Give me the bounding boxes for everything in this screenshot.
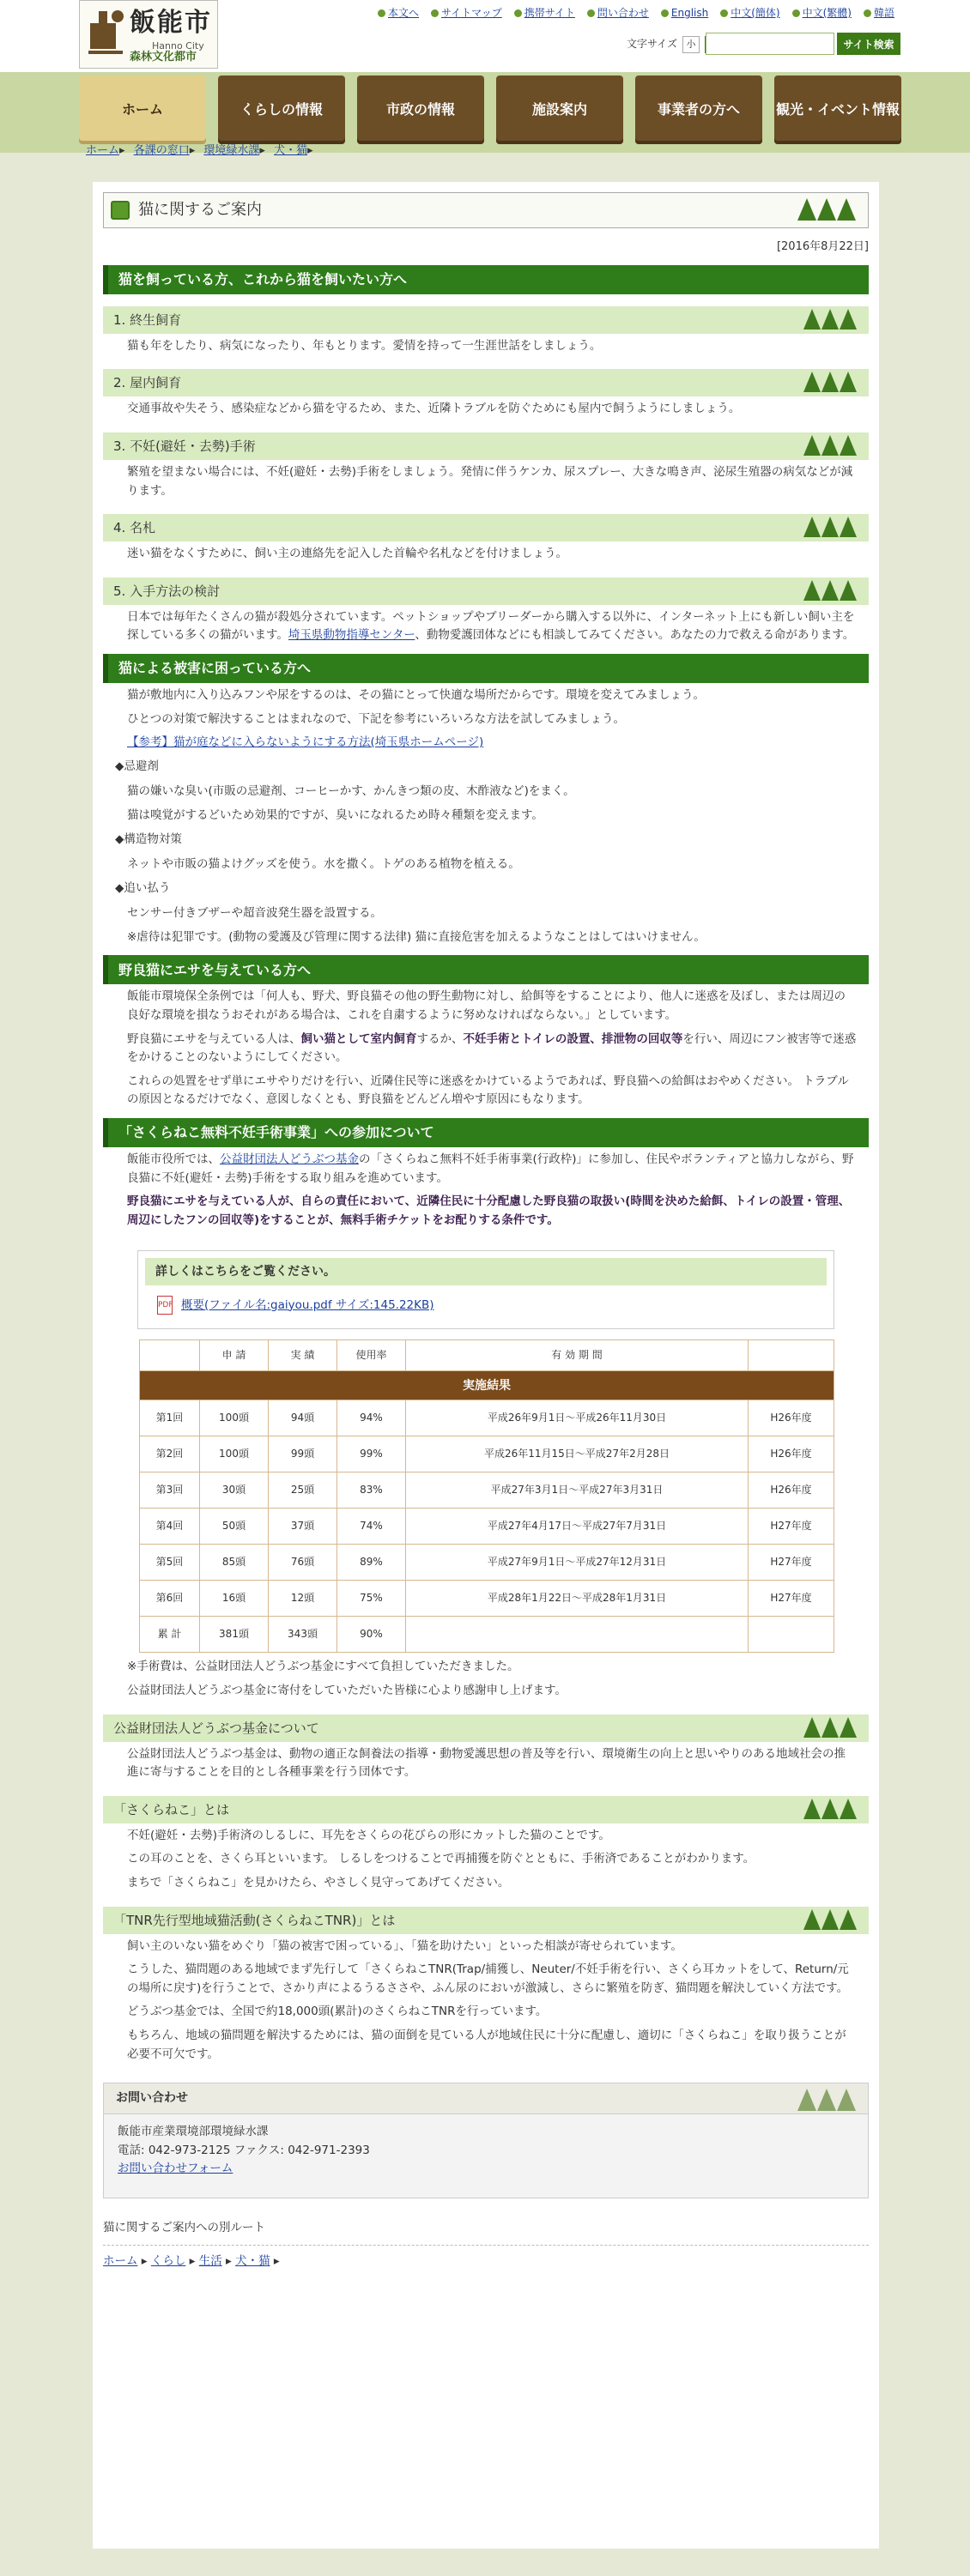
bullet-icon [720,9,728,17]
alt-route-label: 猫に関するご案内への別ルート [103,2220,265,2234]
table-cell: 第6回 [140,1581,200,1617]
table-cell: 平成26年11月15日～平成27年2月28日 [406,1436,749,1472]
global-nav [79,76,901,144]
logo-motto: 森林文化都市 [130,51,197,63]
paragraph [103,730,869,754]
table-cell [749,1617,834,1653]
chevron-right-icon: ▸ [119,144,125,157]
paragraph: ひとつの対策で解決することはまれなので、下記を参考にいろいろな方法を試してみましょう。 [127,711,625,726]
fund-link[interactable]: 公益財団法人どうぶつ基金 [220,1152,359,1167]
nav-tourism[interactable]: 観光・イベント情報 [774,76,901,144]
table-row [140,1509,834,1545]
list-heading: ◆追い払う [115,880,171,895]
table-cell: 83% [337,1472,406,1509]
table-cell: 25頭 [269,1472,337,1509]
subsection-heading: 1. 終生飼育 [103,306,869,334]
paragraph: 交通事故や失そう、感染症などから猫を守るため、また、近隣トラブルを防ぐためにも屋内で飼うようにしましょう。 [127,402,741,416]
paragraph: 公益財団法人どうぶつ基金は、動物の適正な飼養法の指導・動物愛護思想の普及等を行い、環境衛生の向上と思いやりのある地域社会の推進に寄与することを目的とし各種事業を行う団体です。 [127,1746,846,1780]
table-cell: 平成27年3月1日～平成27年3月31日 [406,1472,749,1509]
site-header [0,0,970,72]
subsection-heading: 「TNR先行型地域猫活動(さくらねこTNR)」とは [103,1907,869,1934]
table-cell: H27年度 [749,1509,834,1545]
top-link[interactable]: 問い合わせ [587,5,649,21]
paragraph: 猫の嫌いな臭い(市販の忌避剤、コーヒーかす、かんきつ類の皮、木酢液など)をまく。 [127,784,575,799]
inquiry-box [103,2083,869,2198]
paragraph: 野良猫にエサを与えている人は、飼い猫として室内飼育するか、不妊手術とトイレの設置、排泄物の回収等を行い、周辺にフン被害等で迷惑をかけることのないようにしてください。 [127,1031,857,1065]
table-cell: H26年度 [749,1436,834,1472]
chevron-right-icon: ▸ [273,2253,280,2268]
publish-date: [2016年8月22日] [776,240,869,253]
note: ※手術費は、公益財団法人どうぶつ基金にすべて負担していただきました。 [127,1660,519,1674]
paragraph: もちろん、地域の猫問題を解決するためには、猫の面倒を見ている人が地域住民に十分に配慮し、適切に「さくらねこ」を取り扱うことが必要不可欠です。 [127,2028,846,2061]
bullet-icon [864,9,871,17]
paragraph: 繁殖を望まない場合には、不妊(避妊・去勢)手術をしましょう。発情に伴うケンカ、尿スプレー、大きな鳴き声、泌尿生殖器の病気などが減ります。 [127,464,853,498]
chevron-right-icon: ▸ [189,144,196,157]
table-row [140,1400,834,1436]
subsection-heading: 「さくらねこ」とは [103,1796,869,1823]
breadcrumb-topic[interactable]: 犬・猫 [274,144,308,157]
table-cell: 76頭 [269,1545,337,1581]
table-row [140,1472,834,1509]
bullet-icon [587,9,595,17]
subsection-heading: 3. 不妊(避妊・去勢)手術 [103,432,869,460]
breadcrumb-section[interactable]: 環境緑水課 [203,144,260,157]
table-cell: 第4回 [140,1509,200,1545]
table-cell: H26年度 [749,1472,834,1509]
bullet-icon [431,9,439,17]
reference-link[interactable]: 【参考】猫が庭などに入らないようにする方法(埼玉県ホームページ) [127,735,484,750]
table-cell: 90% [337,1617,406,1653]
table-cell: 75% [337,1581,406,1617]
logo-name: 飯能市 [130,8,212,38]
alt-crumb-home[interactable]: ホーム [103,2253,138,2268]
table-cell: 平成28年1月22日～平成28年1月31日 [406,1581,749,1617]
bullet-icon [792,9,800,17]
subsection-heading: 2. 屋内飼育 [103,369,869,396]
alt-breadcrumb [103,2245,869,2271]
paragraph: 日本では毎年たくさんの猫が殺処分されています。ペットショップやブリーダーから購入する以外に、インターネット上にも新しい飼い主を探している多くの猫がいます。埼玉県動物指導センター、動物愛護団体などにも相談してみてください。あなたの力で救える命があります。 [127,609,855,643]
alt-crumb-pets[interactable]: 犬・猫 [235,2253,270,2268]
site-search-button[interactable]: サイト検索 [837,33,900,55]
table-cell: 平成26年9月1日～平成26年11月30日 [406,1400,749,1436]
detail-box [137,1250,834,1329]
bullet-icon [661,9,669,17]
pdf-link[interactable]: 概要(ファイル名:gaiyou.pdf サイズ:145.22KB) [181,1297,434,1312]
center-link[interactable]: 埼玉県動物指導センター [288,628,415,643]
paragraph: 飯能市環境保全条例では「何人も、野犬、野良猫その他の野生動物に対し、給餌等をすることにより、他人に迷惑を及ぼし、または周辺の良好な環境を損なうおそれがある場合は、これを自粛するように努めなければならない。」としています。 [127,989,846,1023]
inquiry-dept: 飯能市産業環境部環境緑水課 [118,2125,269,2139]
section-heading: 野良猫にエサを与えている方へ [103,955,869,984]
table-row [140,1436,834,1472]
table-row [140,1617,834,1653]
page-title: 猫に関するご案内 [138,200,262,219]
page-title-box [103,192,869,228]
font-small-button[interactable]: 小 [682,36,700,53]
subsection-heading: 公益財団法人どうぶつ基金について [103,1714,869,1742]
tree-deco-icon [803,580,857,601]
table-cell: 85頭 [200,1545,269,1581]
paragraph: これらの処置をせず単にエサやりだけを行い、近隣住民等に迷惑をかけているようであれば、野良猫への給餌はおやめください。 トラブルの原因となるだけでなく、意図しなくとも、野良猫をどんどん増やす原因にもなります。 [127,1073,849,1107]
table-cell: 100頭 [200,1436,269,1472]
top-link[interactable]: 本文へ [378,5,419,21]
paragraph: 飯能市役所では、公益財団法人どうぶつ基金の「さくらねこ無料不妊手術事業(行政枠)」に参加し、住民やボランティアと協力しながら、野良猫に不妊(避妊・去勢)手術をする取り組みを進めています。 [127,1152,854,1185]
nav-home[interactable]: ホーム [79,76,206,144]
table-cell: H27年度 [749,1581,834,1617]
section-heading: 猫による被害に困っている方へ [103,654,869,683]
table-cell: 平成27年9月1日～平成27年12月31日 [406,1545,749,1581]
section-heading: 猫を飼っている方、これから猫を飼いたい方へ [103,265,869,294]
alt-crumb-living[interactable]: 生活 [198,2253,222,2268]
chevron-right-icon: ▸ [141,2253,148,2268]
tree-deco-icon [803,1909,857,1930]
breadcrumb-dept[interactable]: 各課の窓口 [133,144,190,157]
pdf-row [145,1285,827,1321]
table-cell [406,1617,749,1653]
tree-deco-icon [797,2089,856,2111]
pdf-icon: PDF [157,1296,173,1315]
site-logo[interactable] [79,0,218,69]
paragraph: 迷い猫をなくすために、飼い主の連絡先を記入した首輪や名札などを付けましょう。 [127,547,567,561]
table-cell: 第3回 [140,1472,200,1509]
table-cell: 第2回 [140,1436,200,1472]
condition-text: 野良猫にエサを与えている人が、自らの責任において、近隣住民に十分配慮した野良猫の取扱い(時間を決めた給餌、トイレの設置・管理、周辺にしたフンの回収等)をすることが、無料手術チケットをお配りする条件です。 [127,1194,851,1227]
breadcrumb [86,142,318,160]
results-table [139,1339,834,1653]
table-cell: 381頭 [200,1617,269,1653]
nav-business[interactable]: 事業者の方へ [635,76,762,144]
bullet-icon [514,9,522,17]
paragraph: こうした、猫問題のある地域でまず先行して「さくらねこTNR(Trap/捕獲し、Neuter/不妊手術を行い、さくら耳カットをして、Return/元の場所に戻す)を行うことで、さかり声によるうるささや、ふん尿のにおいが激減し、さらに繁殖を防ぎ、猫問題を解決していく方法です。 [127,1962,849,1995]
chevron-right-icon: ▸ [189,2253,196,2268]
table-row [140,1545,834,1581]
subsection-heading: 5. 入手方法の検討 [103,577,869,605]
title-bullet-icon [111,201,130,220]
paragraph: まちで「さくらねこ」を見かけたら、やさしく見守ってあげてください。 [127,1875,510,1890]
list-heading: ◆忌避剤 [115,759,159,773]
breadcrumb-home[interactable]: ホーム [86,144,120,157]
table-cell: 343頭 [269,1617,337,1653]
tree-deco-icon [803,435,857,456]
paragraph: 猫も年をしたり、病気になったり、年もとります。愛情を持って一生涯世話をしましょう。 [127,338,602,353]
table-cell: 12頭 [269,1581,337,1617]
tree-deco-icon [803,1717,857,1738]
warning-note: ※虐待は犯罪です。(動物の愛護及び管理に関する法律) 猫に直接危害を加えるようなことはしてはいけません。 [127,929,706,944]
table-cell: 50頭 [200,1509,269,1545]
section-heading: 「さくらねこ無料不妊手術事業」への参加について [103,1118,869,1147]
paragraph: ネットや市販の猫よけグッズを使う。水を撒く。トゲのある植物を植える。 [127,857,520,872]
top-link[interactable]: 携帯サイト [514,5,575,21]
table-header-row: 申 請 実 績 使用率 有 効 期 間 [140,1340,834,1371]
subsection-heading: 4. 名札 [103,514,869,541]
logo-emblem-icon [87,6,126,57]
table-cell: 平成27年4月17日～平成27年7月31日 [406,1509,749,1545]
font-size-label: 文字サイズ [627,38,678,51]
table-cell: 94頭 [269,1400,337,1436]
note: 公益財団法人どうぶつ基金に寄付をしていただいた皆様に心より感謝申し上げます。 [127,1684,567,1698]
top-link[interactable]: 中文(繁體) [792,5,852,21]
table-cell: 100頭 [200,1400,269,1436]
paragraph: 不妊(避妊・去勢)手術済のしるしに、耳先をさくらの花びらの形にカットした猫のことです。 [127,1828,610,1842]
table-row [140,1581,834,1617]
chevron-right-icon: ▸ [226,2253,232,2268]
table-cell: 94% [337,1400,406,1436]
table-cell: 第1回 [140,1400,200,1436]
top-link[interactable]: サイトマップ [431,5,502,21]
table-cell: 累 計 [140,1617,200,1653]
paragraph: どうぶつ基金では、全国で約18,000頭(累計)のさくらねこTNRを行っています。 [127,2005,548,2019]
tree-deco-icon [803,309,857,330]
nav-life[interactable]: くらしの情報 [218,76,345,144]
table-cell: 99% [337,1436,406,1472]
table-cell: 30頭 [200,1472,269,1509]
list-heading: ◆構造物対策 [115,831,182,846]
bullet-icon [378,9,385,17]
chevron-right-icon: ▸ [307,144,313,157]
main-content [93,182,879,2549]
inquiry-heading: お問い合わせ [104,2083,868,2114]
paragraph: 猫が敷地内に入り込みフンや尿をするのは、その猫にとって快適な場所だからです。環境を変えてみましょう。 [127,687,705,702]
paragraph: この耳のことを、さくら耳といいます。 しるしをつけることで再捕獲を防ぐとともに、手術済であることがわかります。 [127,1852,755,1866]
tree-deco-icon [803,517,857,537]
inquiry-phone: 電話: 042-973-2125 ファクス: 042-971-2393 [118,2143,370,2157]
table-cell: 99頭 [269,1436,337,1472]
table-cell: H26年度 [749,1400,834,1436]
tree-deco-icon [797,198,856,221]
tree-deco-icon [803,1799,857,1819]
nav-city-gov[interactable]: 市政の情報 [357,76,484,144]
tree-deco-icon [803,372,857,392]
logo-roman: Hanno City [152,40,204,51]
top-link[interactable]: English [661,5,708,21]
paragraph: 飼い主のいない猫をめぐり「猫の被害で困っている」、「猫を助けたい」といった相談が寄せられています。 [127,1938,682,1953]
site-search-input[interactable] [706,33,834,55]
detail-heading: 詳しくはこちらをご覧ください。 [145,1258,827,1285]
nav-facilities[interactable]: 施設案内 [496,76,623,144]
table-caption: 実施結果 [140,1371,834,1400]
table-cell: 第5回 [140,1545,200,1581]
inquiry-form-link[interactable]: お問い合わせフォーム [118,2162,233,2176]
table-cell: 37頭 [269,1509,337,1545]
paragraph: センサー付きブザーや超音波発生器を設置する。 [127,906,382,921]
alt-crumb-life[interactable]: くらし [150,2253,186,2268]
table-cell: H27年度 [749,1545,834,1581]
table-cell: 16頭 [200,1581,269,1617]
top-link[interactable]: 韓語 [864,5,894,21]
paragraph: 猫は嗅覚がするどいため効果的ですが、臭いになれるため時々種類を変えます。 [127,807,543,822]
table-cell: 74% [337,1509,406,1545]
top-link[interactable]: 中文(簡体) [720,5,779,21]
nav-band [0,72,970,157]
chevron-right-icon: ▸ [259,144,265,157]
top-utility-links [378,5,894,21]
table-cell: 89% [337,1545,406,1581]
